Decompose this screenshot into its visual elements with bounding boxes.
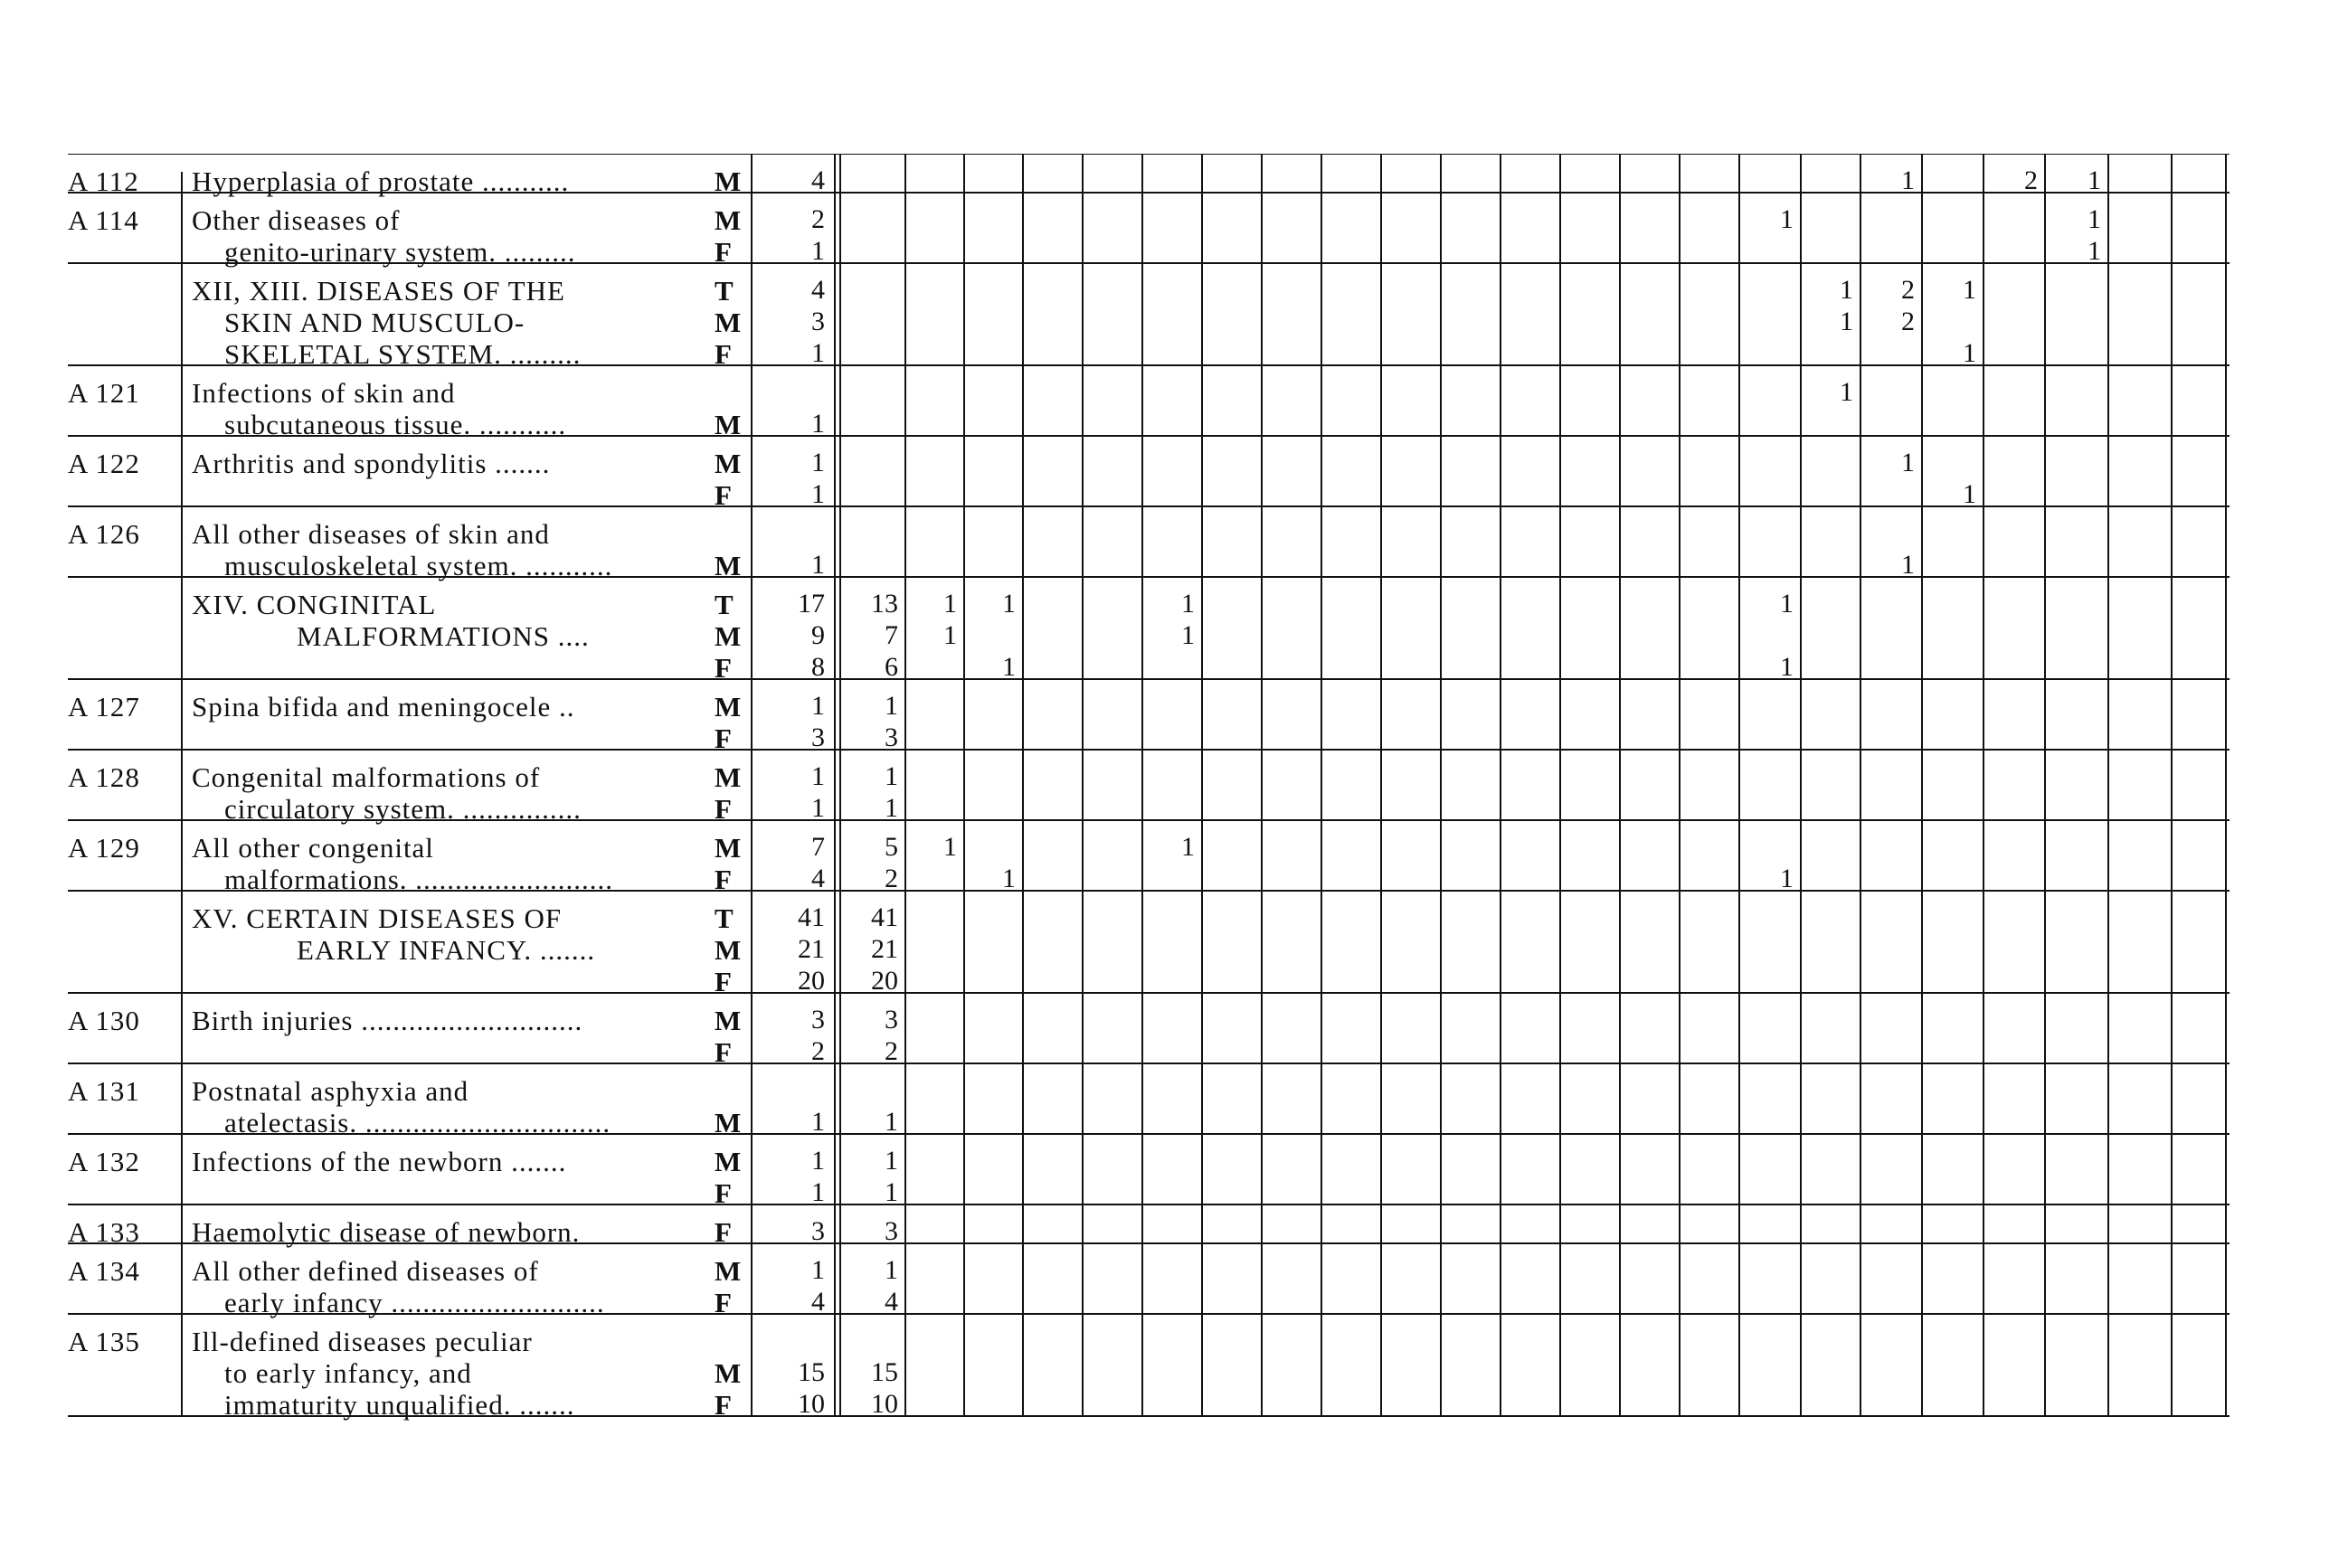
sex-marker: F <box>715 864 732 895</box>
row-description: XII, XIII. DISEASES OF THE <box>192 275 565 307</box>
column-rule <box>1800 154 1802 1415</box>
column-rule <box>1679 154 1680 1415</box>
cell-value: 20 <box>871 966 898 996</box>
sex-marker: F <box>715 966 732 997</box>
cell-value: 1 <box>1780 652 1794 682</box>
row-description: immaturity unqualified. ....... <box>224 1389 575 1421</box>
cell-value: 1 <box>1840 307 1853 336</box>
row-code: A 130 <box>68 1005 140 1036</box>
cell-value: 2 <box>885 864 898 893</box>
cell-value: 6 <box>885 652 898 682</box>
sex-marker: M <box>715 204 742 236</box>
row-code: A 112 <box>68 165 139 197</box>
sex-marker: M <box>715 620 742 652</box>
cell-value: 2 <box>811 204 825 234</box>
cell-value: 2 <box>1901 307 1915 336</box>
column-rule <box>1082 154 1084 1415</box>
column-rule <box>751 154 753 1415</box>
column-rule <box>1860 154 1861 1415</box>
cell-value: 1 <box>1840 275 1853 305</box>
row-code: A 134 <box>68 1255 140 1287</box>
row-code: A 127 <box>68 691 140 723</box>
column-rule <box>2107 154 2109 1415</box>
cell-value: 2 <box>2024 165 2038 195</box>
cell-value: 1 <box>811 1107 825 1137</box>
cell-value: 15 <box>871 1357 898 1387</box>
cell-value: 2 <box>1901 275 1915 305</box>
sex-marker: F <box>715 236 732 268</box>
row-rule <box>68 992 2230 994</box>
sex-marker: M <box>715 409 742 440</box>
row-rule <box>68 154 2230 155</box>
row-code: A 114 <box>68 204 139 236</box>
sex-marker: M <box>715 1005 742 1036</box>
cell-value: 1 <box>1963 338 1976 368</box>
sex-marker: F <box>715 652 732 684</box>
sex-marker: F <box>715 338 732 370</box>
row-description: SKIN AND MUSCULO- <box>224 307 525 338</box>
column-rule <box>1022 154 1024 1415</box>
row-code: A 122 <box>68 448 140 479</box>
column-rule <box>904 154 906 1415</box>
row-description: atelectasis. ............................... <box>224 1107 611 1138</box>
sex-marker: M <box>715 934 742 966</box>
cell-value: 3 <box>811 1216 825 1246</box>
cell-value: 1 <box>943 832 957 862</box>
cell-value: 1 <box>811 236 825 266</box>
cell-value: 41 <box>798 902 825 932</box>
cell-value: 3 <box>811 1005 825 1034</box>
row-description: Spina bifida and meningocele .. <box>192 691 575 723</box>
row-description: Haemolytic disease of newborn. <box>192 1216 581 1248</box>
cell-value: 9 <box>811 620 825 650</box>
cell-value: 1 <box>811 409 825 439</box>
row-description: Other diseases of <box>192 204 401 236</box>
cell-value: 4 <box>885 1287 898 1317</box>
cell-value: 1 <box>811 691 825 721</box>
cell-value: 1 <box>811 793 825 823</box>
cell-value: 7 <box>885 620 898 650</box>
column-rule <box>2044 154 2046 1415</box>
sex-marker: M <box>715 165 742 197</box>
cell-value: 3 <box>811 307 825 336</box>
column-rule <box>1321 154 1322 1415</box>
row-description: early infancy ........................... <box>224 1287 605 1318</box>
cell-value: 1 <box>811 1255 825 1285</box>
row-code: A 135 <box>68 1326 140 1357</box>
row-description: genito-urinary system. ......... <box>224 236 576 268</box>
row-description: All other congenital <box>192 832 434 864</box>
row-description: All other diseases of skin and <box>192 518 550 550</box>
cell-value: 1 <box>1780 589 1794 619</box>
sex-marker: M <box>715 1357 742 1389</box>
cell-value: 15 <box>798 1357 825 1387</box>
cell-value: 2 <box>885 1036 898 1066</box>
sex-marker: F <box>715 723 732 754</box>
sex-marker: F <box>715 793 732 825</box>
cell-value: 1 <box>811 761 825 791</box>
column-rule <box>1440 154 1442 1415</box>
cell-value: 21 <box>871 934 898 964</box>
sex-marker: M <box>715 1146 742 1177</box>
row-description: MALFORMATIONS .... <box>297 620 590 652</box>
cell-value: 4 <box>811 275 825 305</box>
row-rule <box>68 1063 2230 1064</box>
sex-marker: F <box>715 1389 732 1421</box>
row-description: Postnatal asphyxia and <box>192 1075 469 1107</box>
cell-value: 1 <box>811 1177 825 1207</box>
cell-value: 21 <box>798 934 825 964</box>
column-rule <box>1261 154 1263 1415</box>
column-rule <box>1738 154 1740 1415</box>
row-description: Arthritis and spondylitis ....... <box>192 448 551 479</box>
column-rule <box>181 172 183 1415</box>
sex-marker: T <box>715 589 734 620</box>
sex-marker: M <box>715 550 742 581</box>
cell-value: 1 <box>1901 448 1915 477</box>
row-description: XIV. CONGINITAL <box>192 589 437 620</box>
row-description: Infections of the newborn ....... <box>192 1146 567 1177</box>
cell-value: 4 <box>811 1287 825 1317</box>
cell-value: 41 <box>871 902 898 932</box>
column-rule <box>2225 154 2227 1415</box>
cell-value: 4 <box>811 864 825 893</box>
cell-value: 5 <box>885 832 898 862</box>
cell-value: 1 <box>1840 377 1853 407</box>
cell-value: 1 <box>1780 864 1794 893</box>
cell-value: 1 <box>1002 864 1016 893</box>
row-description: Congenital malformations of <box>192 761 541 793</box>
row-description: to early infancy, and <box>224 1357 472 1389</box>
cell-value: 1 <box>885 1177 898 1207</box>
cell-value: 3 <box>885 723 898 752</box>
cell-value: 1 <box>885 1255 898 1285</box>
sex-marker: T <box>715 902 734 934</box>
cell-value: 1 <box>885 1146 898 1176</box>
sex-marker: M <box>715 1255 742 1287</box>
cell-value: 1 <box>811 479 825 509</box>
cell-value: 10 <box>871 1389 898 1419</box>
row-description: Infections of skin and <box>192 377 456 409</box>
cell-value: 1 <box>811 338 825 368</box>
cell-value: 13 <box>871 589 898 619</box>
row-description: musculoskeletal system. ........... <box>224 550 613 581</box>
row-code: A 131 <box>68 1075 140 1107</box>
sex-marker: F <box>715 1287 732 1318</box>
row-description: EARLY INFANCY. ....... <box>297 934 596 966</box>
row-description: Ill-defined diseases peculiar <box>192 1326 533 1357</box>
cell-value: 1 <box>1780 204 1794 234</box>
sex-marker: T <box>715 275 734 307</box>
cell-value: 1 <box>1002 652 1016 682</box>
cell-value: 1 <box>943 620 957 650</box>
cell-value: 1 <box>1901 550 1915 580</box>
cell-value: 1 <box>885 793 898 823</box>
row-code: A 128 <box>68 761 140 793</box>
cell-value: 20 <box>798 966 825 996</box>
column-rule <box>1619 154 1621 1415</box>
row-code: A 121 <box>68 377 140 409</box>
sex-marker: F <box>715 1036 732 1068</box>
cell-value: 3 <box>811 723 825 752</box>
row-code: A 126 <box>68 518 140 550</box>
sex-marker: M <box>715 761 742 793</box>
row-description: Hyperplasia of prostate ........... <box>192 165 570 197</box>
column-rule <box>1141 154 1143 1415</box>
cell-value: 3 <box>885 1005 898 1034</box>
column-rule <box>1500 154 1501 1415</box>
cell-value: 1 <box>1002 589 1016 619</box>
cell-value: 1 <box>2088 204 2101 234</box>
cell-value: 1 <box>1181 620 1195 650</box>
column-rule <box>1380 154 1382 1415</box>
sex-marker: M <box>715 448 742 479</box>
cell-value: 1 <box>1901 165 1915 195</box>
column-rule <box>2171 154 2173 1415</box>
cell-value: 1 <box>1963 275 1976 305</box>
row-rule <box>68 1204 2230 1205</box>
row-description: subcutaneous tissue. ........... <box>224 409 567 440</box>
column-rule <box>834 154 836 1415</box>
column-rule <box>1559 154 1561 1415</box>
row-rule <box>68 749 2230 751</box>
sex-marker: M <box>715 691 742 723</box>
sex-marker: M <box>715 832 742 864</box>
cell-value: 10 <box>798 1389 825 1419</box>
cell-value: 1 <box>1963 479 1976 509</box>
cell-value: 1 <box>1181 832 1195 862</box>
cell-value: 1 <box>811 448 825 477</box>
column-rule <box>839 154 841 1415</box>
cell-value: 1 <box>2088 236 2101 266</box>
row-code: A 132 <box>68 1146 140 1177</box>
sex-marker: M <box>715 1107 742 1138</box>
row-description: SKELETAL SYSTEM. ......... <box>224 338 582 370</box>
column-rule <box>963 154 965 1415</box>
cell-value: 3 <box>885 1216 898 1246</box>
row-rule <box>68 505 2230 507</box>
row-code: A 133 <box>68 1216 140 1248</box>
cell-value: 1 <box>2088 165 2101 195</box>
row-description: All other defined diseases of <box>192 1255 539 1287</box>
column-rule <box>1983 154 1984 1415</box>
cell-value: 4 <box>811 165 825 195</box>
column-rule <box>1201 154 1203 1415</box>
cell-value: 1 <box>811 550 825 580</box>
row-description: malformations. ......................... <box>224 864 614 895</box>
cell-value: 1 <box>885 761 898 791</box>
row-description: XV. CERTAIN DISEASES OF <box>192 902 563 934</box>
row-code: A 129 <box>68 832 140 864</box>
sex-marker: F <box>715 479 732 511</box>
cell-value: 1 <box>943 589 957 619</box>
sex-marker: M <box>715 307 742 338</box>
row-description: circulatory system. ............... <box>224 793 582 825</box>
cell-value: 1 <box>811 1146 825 1176</box>
cell-value: 1 <box>885 1107 898 1137</box>
cell-value: 2 <box>811 1036 825 1066</box>
cell-value: 1 <box>885 691 898 721</box>
cell-value: 8 <box>811 652 825 682</box>
cell-value: 7 <box>811 832 825 862</box>
row-rule <box>68 678 2230 680</box>
row-description: Birth injuries ............................ <box>192 1005 583 1036</box>
cell-value: 1 <box>1181 589 1195 619</box>
sex-marker: F <box>715 1177 732 1209</box>
cell-value: 17 <box>798 589 825 619</box>
sex-marker: F <box>715 1216 732 1248</box>
